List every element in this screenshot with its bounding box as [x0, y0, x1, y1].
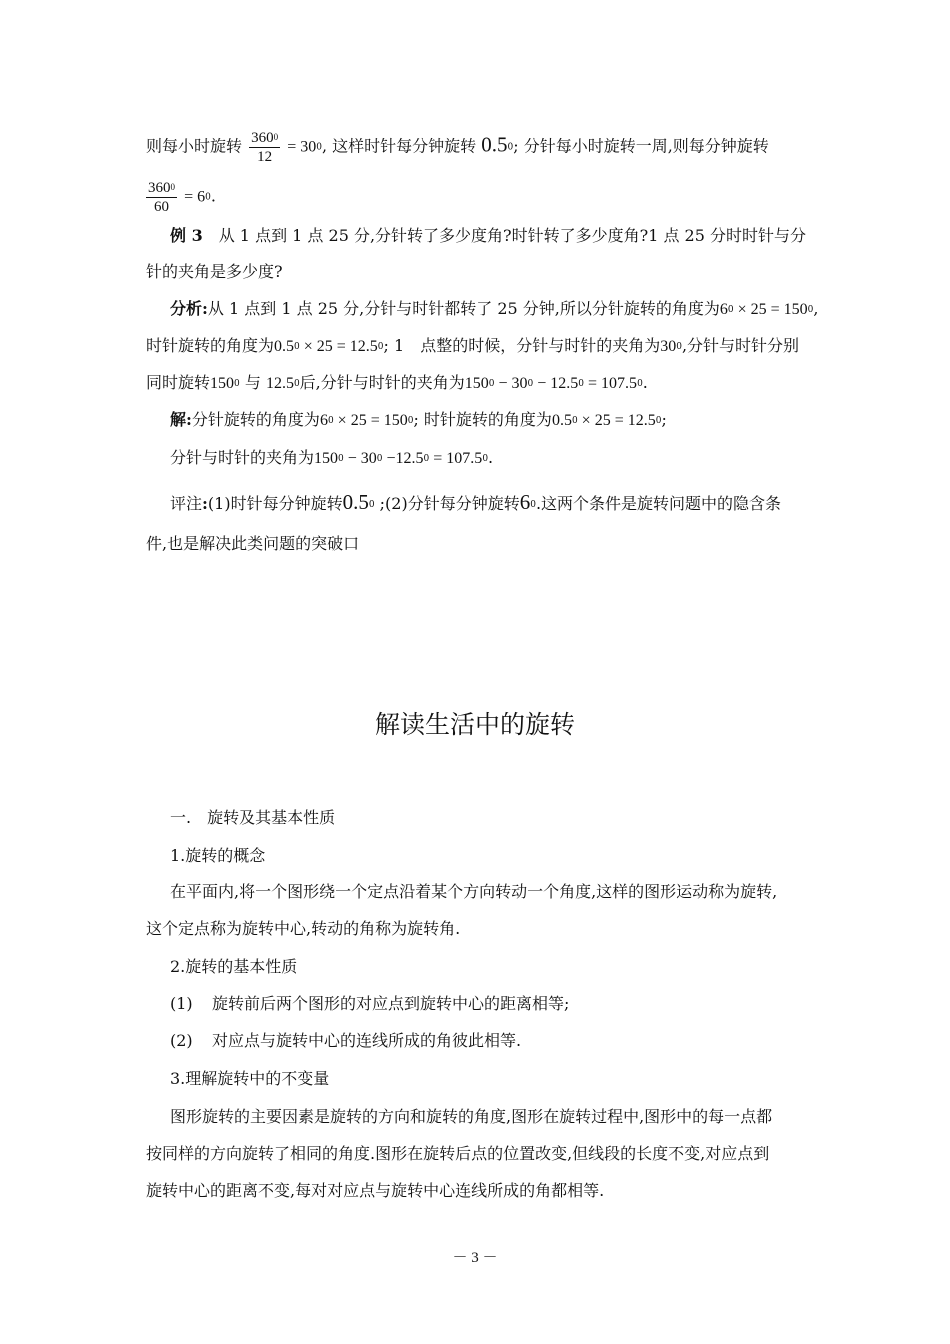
analysis-line-2 [146, 335, 799, 358]
paragraph-line: 在平面内,将一个图形绕一个定点沿着某个方向转动一个角度,这样的图形运动称为旋转, [170, 882, 778, 901]
analysis-label: 分析: [170, 299, 208, 318]
text: ,分针与时针分别 [681, 336, 800, 355]
degree-mark: 0 [316, 142, 322, 153]
math: − 30 [494, 375, 528, 392]
degree-mark: 0 [368, 500, 375, 510]
text: .这两个条件是旋转问题中的隐含条 [535, 494, 782, 513]
math: 0.5 [481, 132, 508, 157]
example-3-line-1 [170, 225, 806, 247]
property-item [170, 1030, 521, 1052]
degree-mark: 0 [327, 416, 334, 426]
math: 12.5 [265, 375, 294, 392]
math: 150 [314, 450, 339, 467]
degree-mark: 0 [676, 342, 682, 352]
math: × 25 = 12.5 [577, 412, 656, 429]
paragraph-line: 按同样的方向旋转了相同的角度.图形在旋转后点的位置改变,但线段的长度不变,对应点到 [146, 1144, 770, 1163]
degree-mark: 0 [407, 416, 414, 426]
math: × 25 = 150 [733, 301, 808, 318]
review-label: 评注 [170, 494, 203, 513]
analysis-line-3 [146, 372, 648, 395]
degree-mark: 0 [273, 132, 279, 142]
text: ; 时针旋转的角度为 [413, 410, 552, 429]
text: . [210, 186, 216, 206]
math: 6 [719, 301, 728, 318]
text: ; 分针每小时旋转一周,则每分钟旋转 [513, 136, 769, 156]
degree-mark: 0 [507, 142, 514, 153]
math: = 107.5 [584, 375, 638, 392]
text: 分针旋转的角度为 [191, 410, 320, 429]
text: , [813, 299, 819, 318]
subheading: 1.旋转的概念 [170, 846, 266, 865]
math: 0.5 [342, 490, 369, 514]
math: × 25 = 12.5 [299, 338, 378, 355]
degree-mark: 0 [655, 416, 662, 426]
solution-line-1 [170, 409, 667, 432]
math: − 30 [343, 450, 377, 467]
math: 150 [210, 375, 235, 392]
text: 时针旋转的角度为 [146, 336, 275, 355]
text: ;(2)分针每分钟旋转 [374, 494, 520, 513]
degree-mark: 0 [377, 342, 384, 352]
degree-mark: 0 [482, 454, 489, 464]
text: 则每小时旋转 [146, 136, 243, 156]
degree-mark: 0 [488, 379, 495, 389]
review-colon: : [202, 494, 208, 513]
degree-mark: 0 [234, 379, 240, 389]
paragraph-line: 图形旋转的主要因素是旋转的方向和旋转的角度,图形在旋转过程中,图形中的每一点都 [170, 1107, 773, 1126]
math: − 12.5 [533, 375, 579, 392]
text: . [488, 448, 494, 467]
subheading: 2.旋转的基本性质 [170, 957, 298, 976]
math: 6 [319, 412, 328, 429]
numerator: 360 [148, 180, 171, 196]
section-heading: 一. 旋转及其基本性质 [170, 808, 336, 827]
text: ; 1 点整的时候，分针与时针的夹角为 [383, 336, 661, 355]
text: 从 1 点到 1 点 25 分,分针与时针都转了 25 分钟,所以分针旋转的角度为 [207, 299, 720, 318]
degree-mark: 0 [170, 182, 175, 192]
denominator: 12 [257, 149, 273, 165]
text: 从 1 点到 1 点 25 分,分针转了多少度角?时针转了多少度角?1 点 25 分时时针与分 [202, 226, 806, 245]
fraction [146, 178, 177, 216]
text: 同时旋转 [146, 373, 211, 392]
degree-mark: 0 [807, 305, 814, 315]
degree-mark: 0 [205, 192, 211, 203]
review-line-1 [170, 491, 781, 516]
review-line-2 [146, 533, 359, 555]
degree-mark: 0 [338, 454, 344, 464]
degree-mark: 0 [578, 379, 585, 389]
numerator: 360 [251, 130, 274, 146]
math: 6 [519, 490, 531, 514]
degree-mark: 0 [530, 500, 536, 510]
paragraph-line: 旋转中心的距离不变,每对对应点与旋转中心连线所成的角都相等. [146, 1181, 605, 1200]
math: × 25 = 150 [333, 412, 408, 429]
example-3-line-2 [146, 261, 283, 283]
math: 0.5 [274, 338, 295, 355]
math: = 6 [184, 188, 206, 206]
text-line-2 [146, 178, 216, 216]
math: = 107.5 [429, 450, 483, 467]
property-text: 对应点与旋转中心的连线所成的角彼此相等. [212, 1031, 522, 1050]
math: 150 [464, 375, 489, 392]
degree-mark: 0 [294, 342, 300, 352]
degree-mark: 0 [376, 454, 383, 464]
fraction [249, 128, 280, 166]
degree-mark: 0 [293, 379, 300, 389]
property-number: (2) [170, 1031, 193, 1050]
text: 与 [239, 373, 266, 392]
degree-mark: 0 [423, 454, 430, 464]
degree-mark: 0 [571, 416, 578, 426]
solution-line-2 [170, 447, 493, 470]
denominator: 60 [154, 199, 169, 215]
text: (1)时针每分钟旋转 [207, 494, 343, 513]
text: 后,分针与时针的夹角为 [299, 373, 465, 392]
article-title: 解读生活中的旋转 [374, 710, 575, 739]
paragraph-line: 这个定点称为旋转中心,转动的角称为旋转角. [146, 919, 461, 938]
text: 针的夹角是多少度? [146, 262, 283, 281]
math: 30 [660, 338, 677, 355]
solution-label: 解: [170, 410, 192, 429]
text: 分针与时针的夹角为 [170, 448, 315, 467]
text: . [642, 373, 648, 392]
property-number: (1) [170, 994, 193, 1013]
property-item [170, 993, 569, 1015]
math: −12.5 [382, 450, 424, 467]
subheading: 3.理解旋转中的不变量 [170, 1069, 330, 1088]
page-number: － 3 － [452, 1250, 498, 1266]
degree-mark: 0 [637, 379, 643, 389]
math: = 30 [287, 138, 317, 156]
math: 0.5 [551, 412, 572, 429]
example-label: 例 3 [170, 226, 203, 245]
text-line-1 [146, 128, 769, 166]
text: ; [661, 410, 667, 429]
text: 件,也是解决此类问题的突破口 [146, 534, 360, 553]
property-text: 旋转前后两个图形的对应点到旋转中心的距离相等; [212, 994, 570, 1013]
degree-mark: 0 [727, 305, 734, 315]
degree-mark: 0 [527, 379, 534, 389]
text: , 这样时针每分钟旋转 [321, 136, 477, 156]
analysis-line-1 [170, 298, 818, 321]
